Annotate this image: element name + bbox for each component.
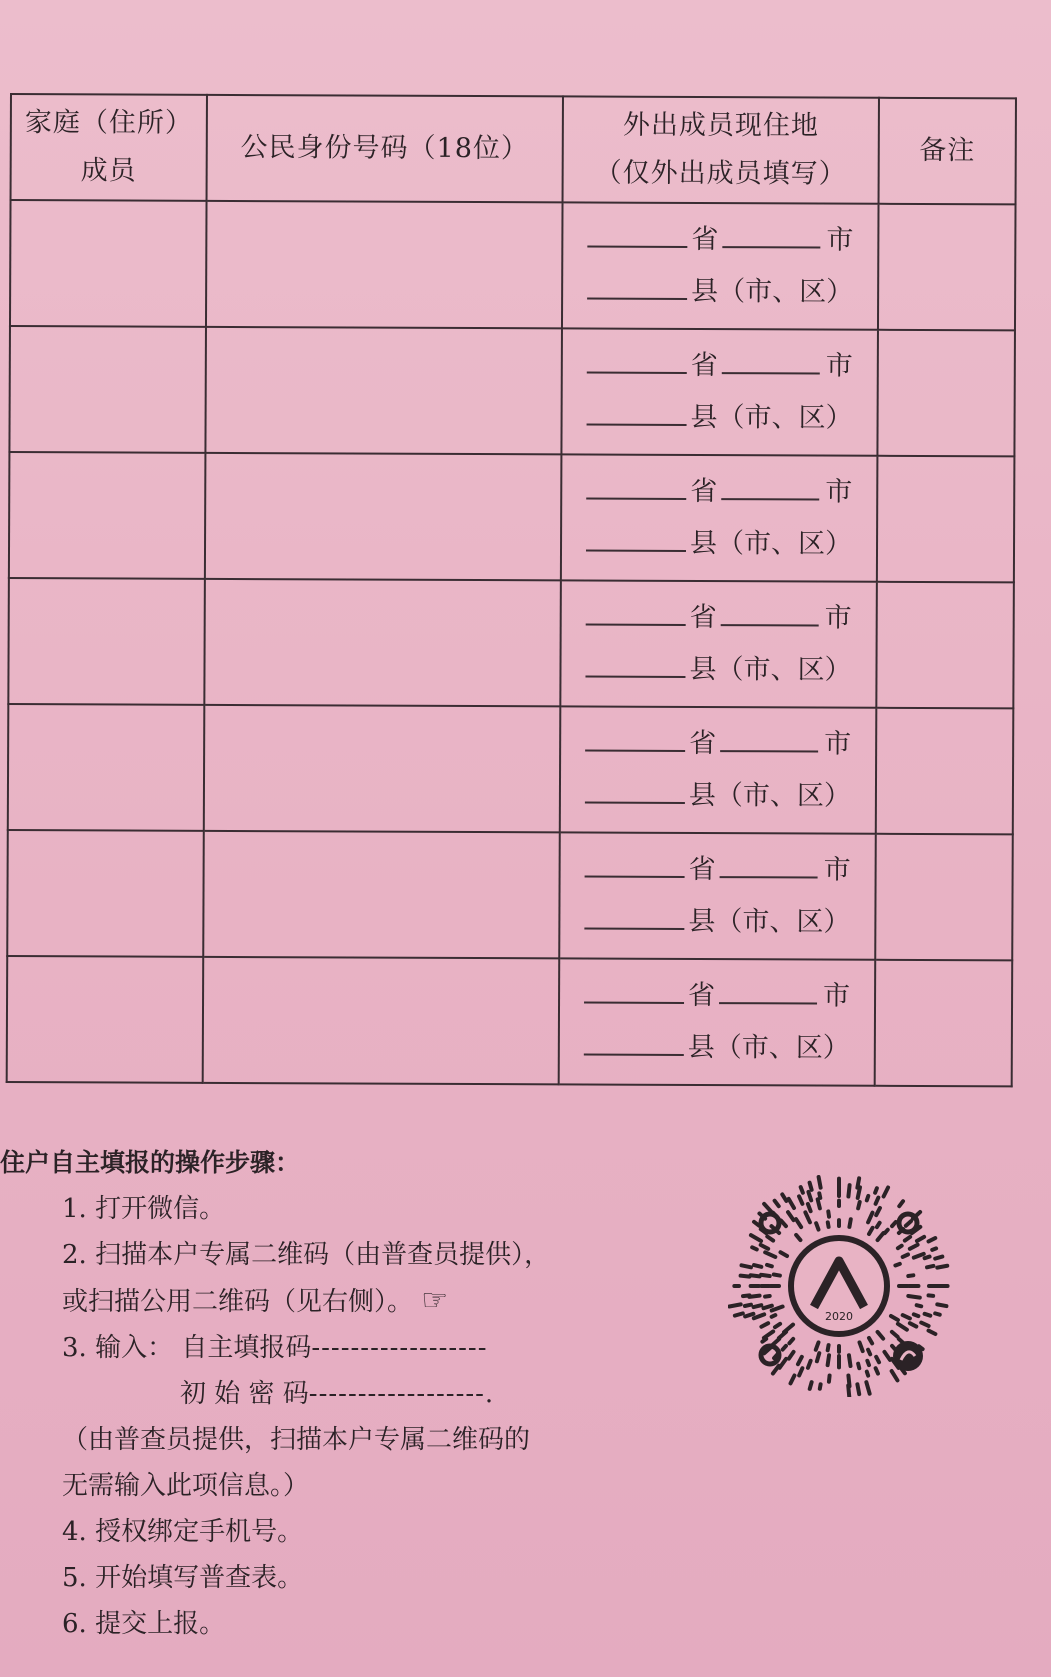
- city-blank[interactable]: [722, 342, 820, 374]
- qr-dash: [908, 1275, 913, 1276]
- header-member: [11, 94, 207, 201]
- province-blank[interactable]: [586, 594, 686, 626]
- qr-dash: [878, 1332, 884, 1339]
- qr-dash: [735, 1313, 743, 1315]
- table-row: [8, 704, 1014, 834]
- qr-dash: [898, 1246, 902, 1248]
- logo-year: 2020: [825, 1310, 853, 1323]
- city-blank[interactable]: [721, 594, 819, 626]
- qr-dash: [761, 1323, 768, 1327]
- province-city-line: [560, 969, 874, 1022]
- remark-cell[interactable]: [875, 834, 1013, 961]
- county-line: [560, 895, 874, 948]
- city-label: 市: [825, 350, 853, 382]
- id-number-cell[interactable]: [204, 579, 561, 707]
- qr-dash: [921, 1323, 928, 1326]
- province-label: 省: [689, 601, 717, 634]
- qr-dash: [796, 1235, 800, 1240]
- qr-dash: [788, 1212, 794, 1220]
- province-blank[interactable]: [585, 846, 685, 878]
- qr-dash: [828, 1355, 829, 1365]
- qr-dash: [772, 1307, 783, 1311]
- step-3-password: [0, 1371, 680, 1417]
- qr-dash: [857, 1384, 859, 1394]
- qr-dash: [868, 1350, 870, 1355]
- step-5: 5. 开始填写普查表。: [62, 1563, 304, 1593]
- header-id-number: 公民身份号码（18位）: [207, 95, 563, 203]
- remark-cell[interactable]: [878, 204, 1016, 331]
- qr-dash: [774, 1274, 780, 1275]
- table-row: [10, 200, 1016, 330]
- header-member-line2: 成员: [80, 155, 137, 187]
- qr-dash: [828, 1345, 829, 1350]
- step-3-prefix: 3. 输入：: [62, 1333, 174, 1363]
- city-label: 市: [823, 854, 851, 886]
- province-blank[interactable]: [587, 216, 687, 248]
- qr-dash: [903, 1254, 908, 1256]
- county-blank[interactable]: [585, 772, 685, 804]
- county-label: 县（市、区）: [688, 905, 851, 938]
- qr-dash: [783, 1346, 786, 1350]
- header-residence-line2: （仅外出成员填写）: [594, 157, 847, 190]
- qr-dash: [858, 1202, 860, 1208]
- qr-dash: [858, 1364, 859, 1369]
- qr-dash: [891, 1316, 898, 1320]
- province-label: 省: [689, 727, 717, 760]
- qr-dash: [816, 1223, 818, 1229]
- qr-dash: [892, 1371, 898, 1380]
- qr-dash: [849, 1355, 851, 1366]
- qr-dash: [789, 1352, 794, 1359]
- qr-dash: [829, 1376, 830, 1382]
- id-number-cell[interactable]: [204, 705, 561, 833]
- header-member-line1: 家庭（住所）: [24, 107, 193, 139]
- member-cell[interactable]: [9, 452, 206, 579]
- qr-dash: [796, 1219, 801, 1227]
- qr-dash: [754, 1265, 761, 1267]
- qr-dash: [754, 1314, 764, 1318]
- county-blank[interactable]: [587, 394, 687, 426]
- residence-cell[interactable]: [561, 328, 878, 455]
- city-label: 市: [825, 476, 853, 508]
- qr-dash: [819, 1177, 821, 1188]
- table-row: [9, 326, 1015, 456]
- county-blank[interactable]: [584, 1024, 684, 1056]
- province-label: 省: [691, 223, 719, 256]
- residence-cell[interactable]: [559, 958, 876, 1085]
- member-cell[interactable]: [8, 578, 205, 705]
- qr-dash: [761, 1275, 770, 1276]
- county-line: [560, 1021, 874, 1074]
- step-1: 1. 打开微信。: [62, 1194, 226, 1224]
- step-3-code: [0, 1325, 680, 1371]
- self-report-code-label: 自主填报码: [181, 1333, 312, 1363]
- instructions-title: 住户自主填报的操作步骤：: [0, 1148, 301, 1177]
- table-header-row: [11, 94, 1016, 204]
- step-2b: [0, 1278, 680, 1325]
- city-blank[interactable]: [720, 720, 818, 752]
- qr-dash: [808, 1204, 811, 1211]
- qr-dash: [908, 1296, 920, 1298]
- county-blank[interactable]: [586, 520, 686, 552]
- qr-dash: [789, 1199, 794, 1208]
- qr-dash: [876, 1208, 880, 1215]
- qr-dash: [905, 1237, 910, 1241]
- qr-finder-ring: [761, 1214, 779, 1232]
- county-label: 县（市、区）: [690, 401, 853, 434]
- qr-dash: [751, 1235, 761, 1241]
- qr-dash: [828, 1211, 829, 1216]
- province-label: 省: [690, 349, 718, 382]
- remark-cell[interactable]: [876, 582, 1014, 709]
- province-blank[interactable]: [587, 342, 687, 374]
- city-label: 市: [822, 980, 851, 1012]
- residence-cell[interactable]: [560, 706, 877, 833]
- county-line: [561, 769, 875, 822]
- qr-dash: [772, 1315, 776, 1317]
- county-blank[interactable]: [587, 268, 687, 300]
- qr-dash: [878, 1233, 884, 1240]
- remark-cell[interactable]: [875, 960, 1013, 1087]
- city-label: 市: [824, 602, 852, 634]
- province-city-line: [563, 339, 877, 392]
- id-number-cell[interactable]: [205, 453, 562, 581]
- county-label: 县（市、区）: [689, 527, 853, 560]
- city-label: 市: [826, 224, 854, 256]
- qr-dash: [775, 1324, 780, 1327]
- qr-dash: [927, 1266, 933, 1267]
- mini-program-badge-icon: [893, 1341, 923, 1371]
- qr-dash: [752, 1247, 757, 1249]
- table-body: [7, 200, 1016, 1086]
- qr-dash: [741, 1276, 750, 1277]
- qr-dash: [898, 1324, 907, 1330]
- header-residence-line1: 外出成员现住地: [622, 109, 819, 142]
- qr-dash: [798, 1357, 802, 1364]
- province-label: 省: [688, 853, 716, 886]
- qr-dash: [892, 1222, 896, 1226]
- note-line-1: （由普查员提供，扫描本户专属二维码的: [62, 1425, 531, 1455]
- city-blank[interactable]: [720, 846, 818, 878]
- qr-dash: [899, 1201, 903, 1206]
- qr-dash: [828, 1222, 829, 1227]
- qr-dash: [906, 1221, 911, 1226]
- qr-dash: [819, 1193, 820, 1198]
- province-city-line: [562, 591, 876, 644]
- qr-dash: [849, 1219, 850, 1227]
- step-4: 4. 授权绑定手机号。: [62, 1517, 304, 1547]
- remark-cell[interactable]: [876, 708, 1014, 835]
- id-number-cell[interactable]: [206, 201, 563, 329]
- qr-dash: [869, 1338, 872, 1343]
- qr-dash: [929, 1331, 936, 1334]
- qr-dash: [754, 1222, 759, 1226]
- qr-dash: [935, 1313, 940, 1314]
- qr-dash: [791, 1376, 795, 1384]
- qr-dash: [857, 1178, 859, 1187]
- province-city-line: [563, 213, 877, 266]
- qr-dash: [929, 1238, 936, 1241]
- qr-dash: [810, 1183, 812, 1190]
- province-city-line: [561, 843, 875, 896]
- member-cell[interactable]: [9, 326, 206, 453]
- qr-dash: [762, 1339, 766, 1342]
- qr-dash: [764, 1306, 772, 1308]
- qr-dash: [867, 1196, 868, 1200]
- qr-dash: [780, 1252, 787, 1256]
- qr-dash: [765, 1252, 775, 1257]
- qr-dash: [781, 1220, 786, 1226]
- qr-dash: [860, 1342, 863, 1351]
- qr-dash: [745, 1305, 751, 1306]
- header-remark: 备注: [879, 98, 1016, 205]
- note-line-2: 无需输入此项信息。）: [62, 1471, 310, 1501]
- id-number-cell[interactable]: [203, 957, 560, 1085]
- qr-dash: [895, 1264, 899, 1266]
- qr-dash: [767, 1237, 773, 1241]
- qr-dash: [885, 1230, 888, 1233]
- member-cell[interactable]: [10, 200, 207, 327]
- qr-dash: [917, 1305, 922, 1306]
- qr-dash: [801, 1187, 803, 1193]
- province-blank[interactable]: [585, 720, 685, 752]
- member-table: [6, 93, 1017, 1087]
- qr-dash: [875, 1188, 877, 1193]
- qr-dash: [773, 1366, 779, 1374]
- county-label: 县（市、区）: [691, 275, 854, 308]
- qr-dash: [910, 1245, 918, 1249]
- county-line: [562, 517, 876, 570]
- initial-password-blank: ------------------.: [308, 1379, 495, 1409]
- qr-dash: [848, 1386, 849, 1397]
- header-residence: [563, 96, 879, 203]
- residence-cell[interactable]: [561, 454, 878, 581]
- remark-cell[interactable]: [877, 456, 1015, 583]
- qr-dash: [848, 1185, 849, 1196]
- self-report-instructions: [0, 1140, 680, 1647]
- qr-dash: [877, 1223, 880, 1227]
- residence-cell[interactable]: [560, 580, 877, 707]
- county-label: 县（市、区）: [689, 653, 852, 686]
- id-number-cell[interactable]: [203, 831, 560, 959]
- qr-dash: [754, 1305, 762, 1307]
- qr-dash: [937, 1304, 946, 1306]
- table-row: [9, 452, 1015, 582]
- county-blank[interactable]: [585, 646, 685, 678]
- step-6: 6. 提交上报。: [62, 1609, 226, 1639]
- city-blank[interactable]: [722, 216, 820, 248]
- id-number-cell[interactable]: [205, 327, 562, 455]
- table-row: [8, 578, 1014, 708]
- qr-dash: [764, 1204, 771, 1212]
- qr-dash: [810, 1382, 812, 1389]
- city-label: 市: [824, 728, 852, 760]
- initial-password-label: 初 始 密 码: [180, 1379, 309, 1409]
- table-row: [7, 956, 1013, 1086]
- qr-dash: [866, 1382, 869, 1394]
- province-blank[interactable]: [584, 972, 684, 1004]
- qr-dash: [932, 1248, 936, 1249]
- qr-dash: [884, 1352, 890, 1360]
- pointing-hand-icon: ☞: [421, 1283, 449, 1318]
- province-label: 省: [690, 475, 718, 508]
- qr-dash: [816, 1342, 819, 1349]
- qr-dash: [767, 1265, 772, 1266]
- qr-dash: [876, 1357, 879, 1362]
- member-cell[interactable]: [7, 830, 204, 957]
- county-blank[interactable]: [584, 898, 684, 930]
- province-blank[interactable]: [586, 468, 686, 500]
- qr-dash: [914, 1314, 919, 1316]
- qr-dash: [743, 1295, 750, 1296]
- qr-dash: [868, 1213, 872, 1223]
- county-label: 县（市、区）: [687, 1031, 850, 1064]
- remark-cell[interactable]: [877, 330, 1015, 457]
- province-city-line: [562, 465, 876, 518]
- qr-dash: [869, 1228, 873, 1234]
- qr-dash: [867, 1361, 869, 1365]
- qr-dash: [808, 1361, 811, 1368]
- qr-dash: [910, 1323, 916, 1326]
- qr-dash: [764, 1331, 773, 1337]
- qr-dash: [799, 1196, 802, 1204]
- qr-dash: [765, 1296, 770, 1297]
- qr-dash: [782, 1194, 786, 1201]
- county-line: [561, 643, 875, 696]
- table-row: [7, 830, 1013, 960]
- qr-dash: [817, 1353, 819, 1361]
- city-blank[interactable]: [721, 468, 819, 500]
- residence-cell[interactable]: [559, 832, 876, 959]
- qr-dash: [779, 1332, 786, 1338]
- residence-cell[interactable]: [562, 202, 879, 329]
- member-cell[interactable]: [8, 704, 205, 831]
- qr-dash: [761, 1245, 768, 1249]
- step-2a: 2. 扫描本户专属二维码（由普查员提供），: [62, 1240, 551, 1270]
- self-report-code-blank: ------------------: [311, 1333, 488, 1363]
- qr-dash: [775, 1201, 779, 1206]
- qr-dash: [892, 1332, 898, 1337]
- qr-dash: [925, 1257, 930, 1259]
- qr-dash: [903, 1315, 910, 1318]
- qr-dash: [937, 1266, 947, 1268]
- province-label: 省: [688, 979, 716, 1012]
- qr-dash: [914, 1254, 924, 1258]
- qr-dash: [799, 1368, 802, 1375]
- qr-dash: [925, 1314, 931, 1316]
- census-mini-program-qr-icon[interactable]: [728, 1175, 950, 1397]
- province-city-line: [561, 717, 875, 770]
- qr-dash: [876, 1198, 879, 1204]
- qr-dash: [805, 1212, 810, 1222]
- qr-dash: [729, 1304, 740, 1306]
- qr-dash: [935, 1257, 942, 1259]
- city-blank[interactable]: [719, 972, 817, 1004]
- county-line: [562, 391, 876, 444]
- qr-dash: [867, 1372, 868, 1376]
- qr-dash: [884, 1187, 888, 1196]
- member-cell[interactable]: [7, 956, 204, 1083]
- qr-dash: [876, 1368, 878, 1373]
- county-label: 县（市、区）: [688, 779, 852, 812]
- qr-dash: [917, 1237, 924, 1241]
- qr-dash: [808, 1192, 811, 1200]
- qr-dash: [745, 1314, 753, 1317]
- qr-dash: [818, 1199, 820, 1208]
- qr-dash: [742, 1265, 751, 1267]
- qr-dash: [820, 1384, 821, 1388]
- county-line: [563, 265, 877, 318]
- qr-dash: [751, 1275, 760, 1276]
- qr-dash: [789, 1339, 793, 1343]
- step-2b-text: 或扫描公用二维码（见右侧）。: [62, 1287, 414, 1317]
